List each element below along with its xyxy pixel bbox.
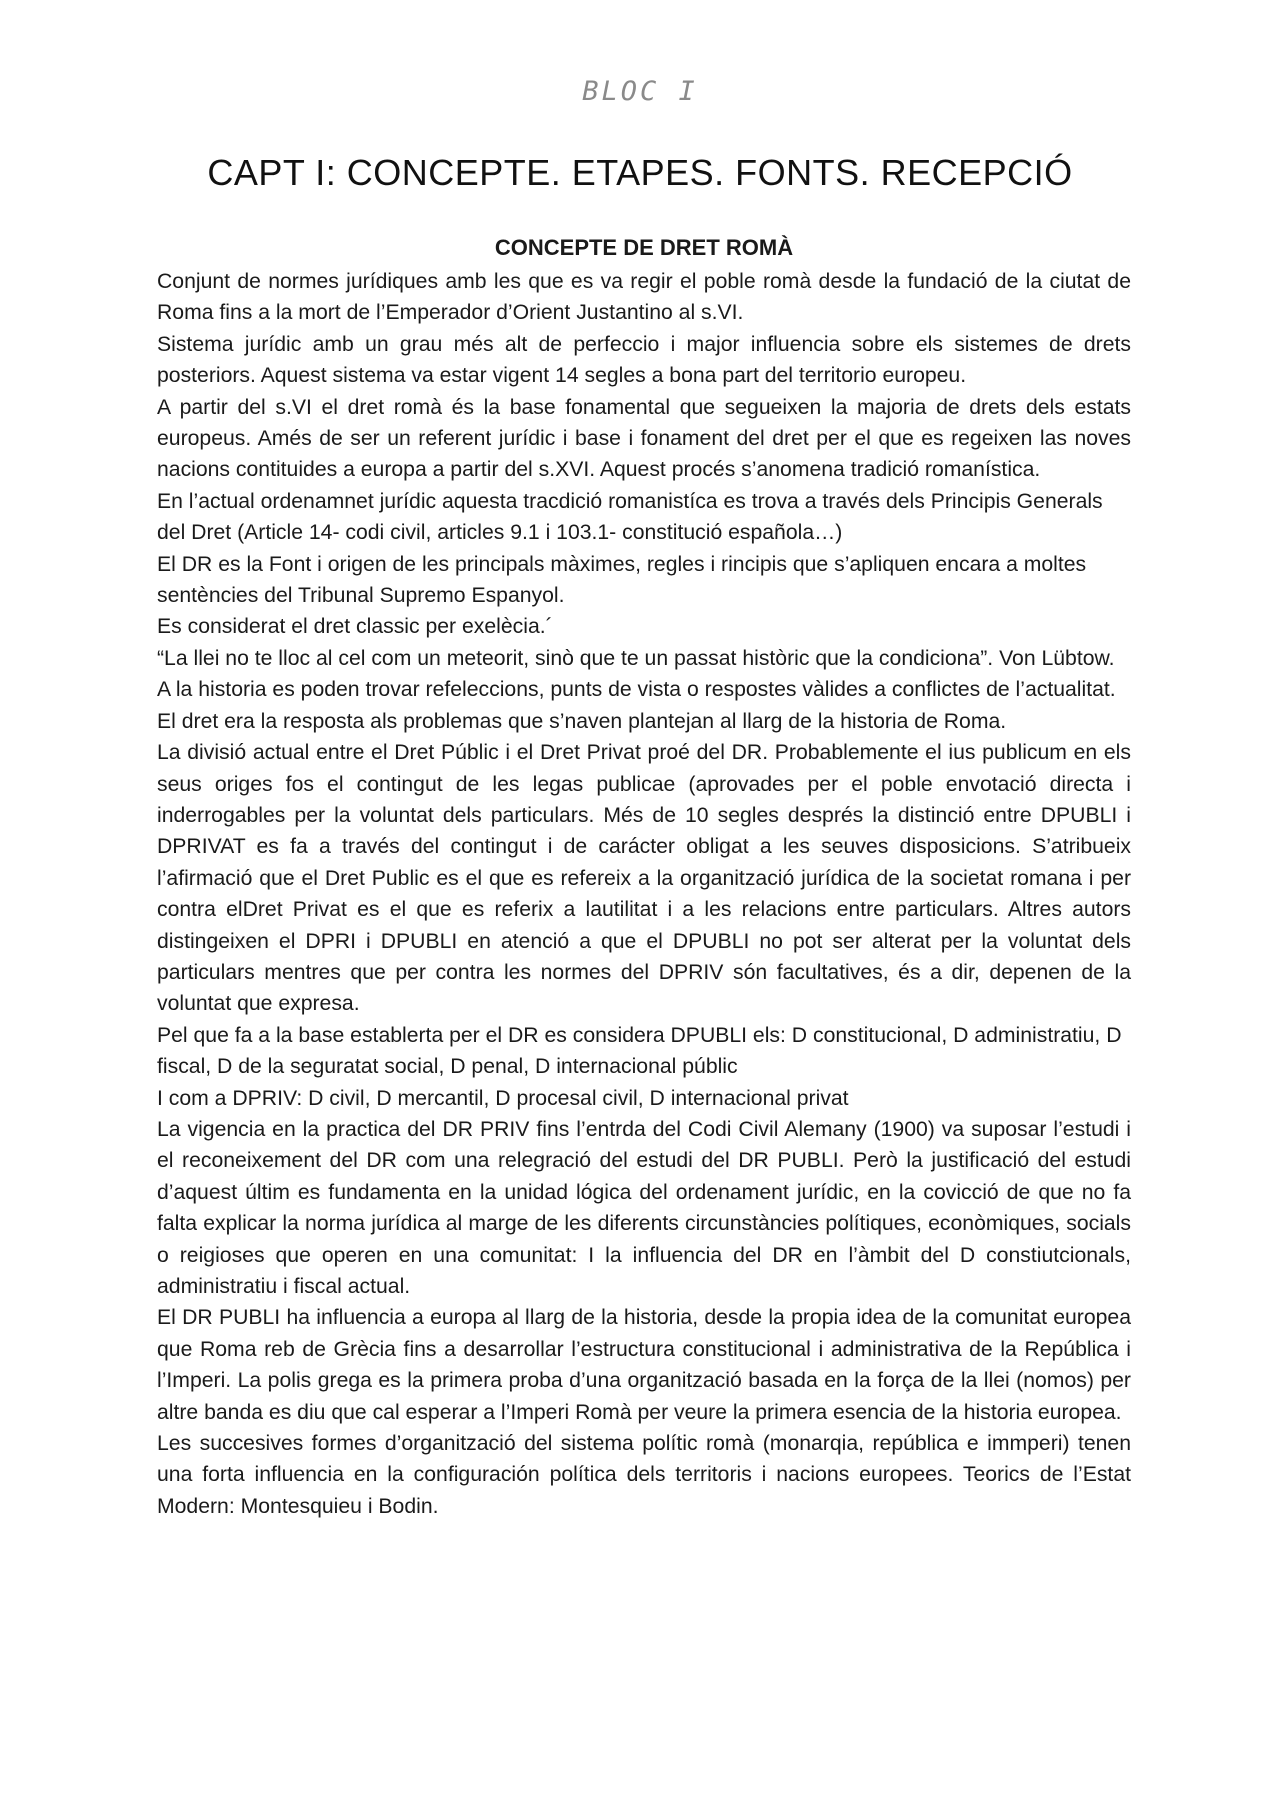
paragraph-history: A la historia es poden trovar refeleccions, punts de vista o respostes vàlides a conflictes de l’actualitat. bbox=[157, 678, 1116, 702]
paragraph-definition: Conjunt de normes jurídiques amb les que es va regir el poble romà desde la fundació de la ciutat de Roma fins a la mort de l’Emperador d’Orient Justantino al s.VI. bbox=[157, 270, 1131, 325]
paragraph-problems: El dret era la resposta als problemas que s’naven plantejan al llarg de la historia de Roma. bbox=[157, 709, 1007, 733]
paragraph-principles: En l’actual ordenamnet jurídic aquesta tracdició romanistíca es trova a través dels Principis Generals del Dret (Article 14- codi civil, articles 9.1 i 103.1- constitució española…) bbox=[157, 489, 1103, 545]
chapter-title: CAPT I: CONCEPTE. ETAPES. FONTS. RECEPCIÓ bbox=[207, 152, 1073, 193]
paragraph-europe: El DR PUBLI ha influencia a europa al llarg de la historia, desde la propia idea de la comunitat europea que Roma reb de Grècia fins a desarrollar l’estructura constitucional i administrativa de la República i l’Imperi. La polis grega es la primera proba d’una organització basada en la força de la llei (nomos) per altre banda es diu que cal esperar a l’Imperi Romà per veure la primera esencia de la historia europea. bbox=[157, 1306, 1131, 1424]
paragraph-quote: “La llei no te lloc al cel com un meteorit, sinò que te un passat històric que la condiciona”. Von Lübtow. bbox=[157, 646, 1115, 670]
paragraph-vigencia: La vigencia en la practica del DR PRIV fins l’entrda del Codi Civil Alemany (1900) va suposar l’estudi i el reconeixement del DR com una relegració del estudi del DR PUBLI. Però la justificació del estudi d’aquest últim es fundamenta en la unidad lógica del ordenament jurídic, en la covicció de que no fa falta explicar la norma jurídica al marge de les diferents circunstàncies polítiques, econòmiques, socials o reigioses que operen en una comunitat: I la influencia del DR en l’àmbit del D constiutcionals, administratiu i fiscal actual. bbox=[157, 1117, 1131, 1298]
paragraph-system: Sistema jurídic amb un grau més alt de perfeccio i major influencia sobre els sistemes de drets posteriors. Aquest sistema va estar vigent 14 segles a bona part del territorio europeu. bbox=[157, 332, 1131, 388]
paragraph-dpubli-list: Pel que fa a la base establerta per el DR es considera DPUBLI els: D constitucional, D administratiu, D fiscal, D de la seguratat social, D penal, D internacional públic bbox=[157, 1023, 1122, 1079]
paragraph-classic: Es considerat el dret classic per exelècia.´ bbox=[157, 615, 553, 639]
section-concepte bbox=[157, 234, 1131, 1522]
paragraph-tradition: A partir del s.VI el dret romà és la base fonamental que segueixen la majoria de drets dels estats europeus. Amés de ser un referent jurídic i base i fonament del dret per el que es regeixen las noves nacions contituides a europa a partir del s.XVI. Aquest procés s’anomena tradició romanística. bbox=[157, 395, 1131, 482]
paragraph-origin: El DR es la Font i origen de les principals màximes, regles i rincipis que s’apliquen encara a moltes sentències del Tribunal Supremo Espanyol. bbox=[157, 552, 1087, 608]
bloc-label: BLOC I bbox=[582, 76, 698, 107]
paragraph-division: La divisió actual entre el Dret Públic i el Dret Privat proé del DR. Probablemente el ius publicum en els seus origes fos el contingut de les legas publicae (aprovades per el poble envotació directa i inderrogables per la voluntat dels particulars. Més de 10 segles després la distinció entre DPUBLI i DPRIVAT es fa a través del contingut i de carácter obligat a les seuves disposicions. S’atribueix l’afirmació que el Dret Public es el que es refereix a la organització jurídica de la societat romana i per contra elDret Privat es el que es referix a lautilitat i a les relacions entre particulars. Altres autors distingeixen el DPRI i DPUBLI en atenció a que el DPUBLI no pot ser alterat per la voluntat dels particulars mentres que per contra les normes del DPRIV són facultatives, és a dir, depenen de la voluntat que expresa. bbox=[157, 741, 1131, 1016]
paragraph-dpriv-list: I com a DPRIV: D civil, D mercantil, D procesal civil, D internacional privat bbox=[157, 1086, 849, 1110]
section-heading: CONCEPTE DE DRET ROMÀ bbox=[494, 235, 794, 260]
paragraph-forms: Les succesives formes d’organització del sistema polític romà (monarqia, república e immperi) tenen una forta influencia en la configuración política dels territoris i nacions europees. Teorics de l’Estat Modern: Montesquieu i Bodin. bbox=[157, 1432, 1131, 1518]
